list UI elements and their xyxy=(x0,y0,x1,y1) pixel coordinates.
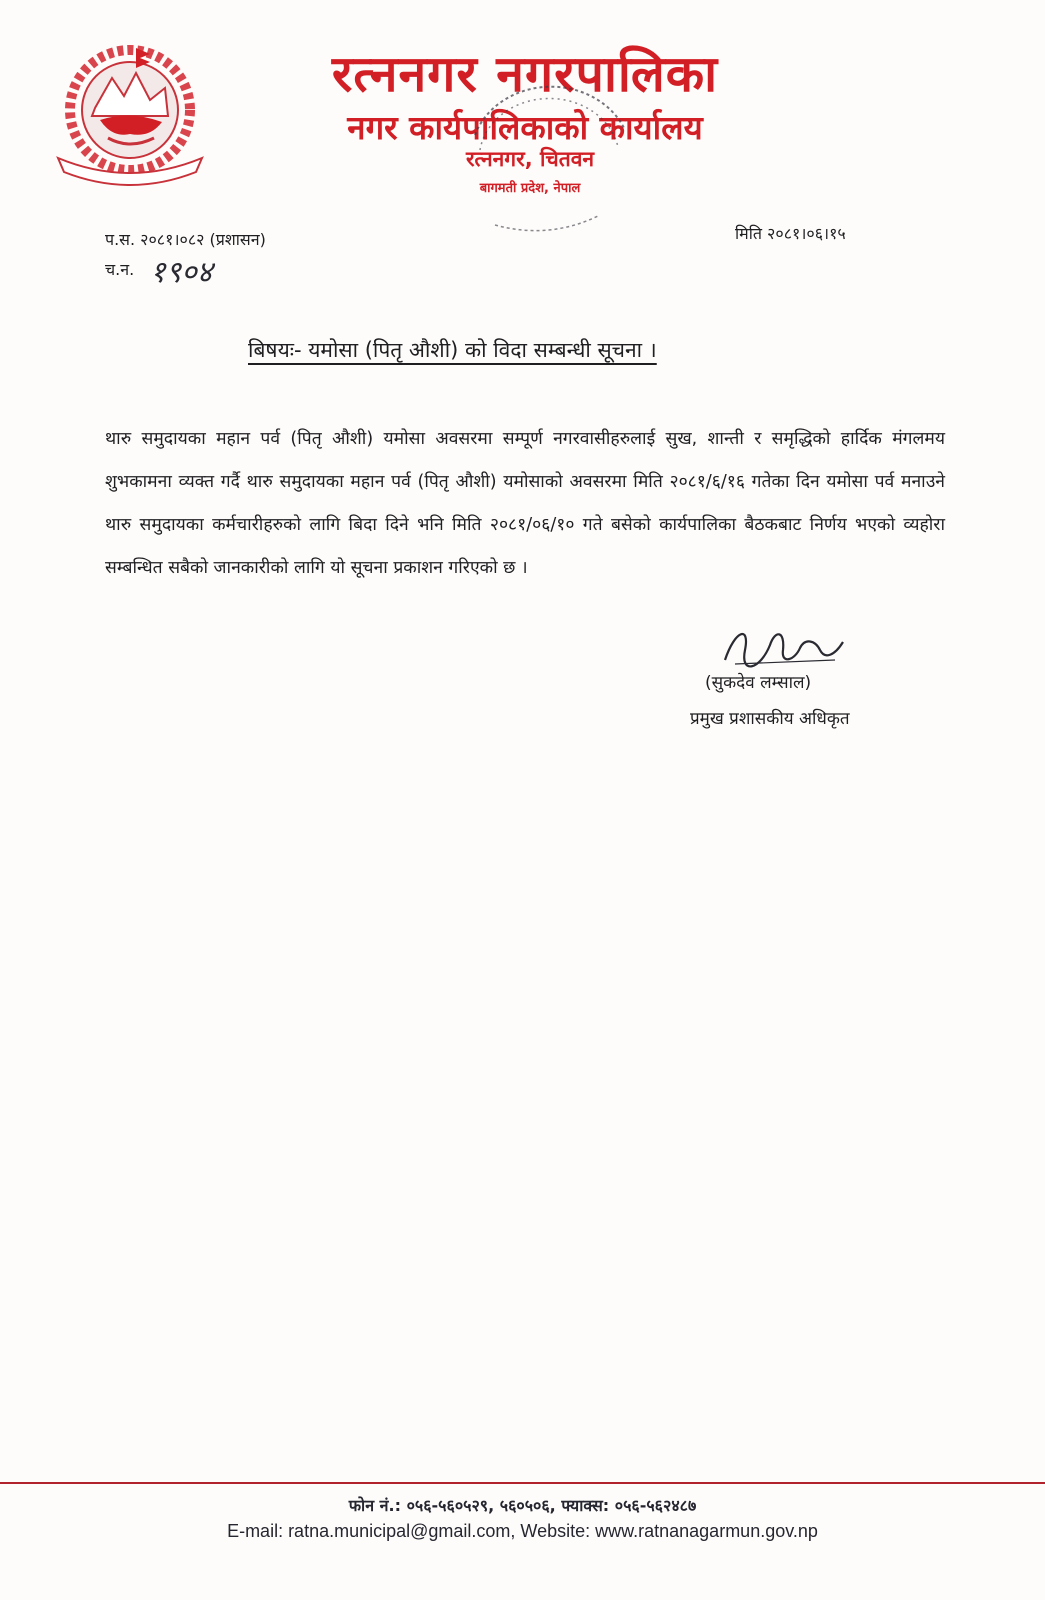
dispatch-label: च.न. xyxy=(105,260,135,279)
nepal-emblem-icon xyxy=(50,38,210,188)
letter-subject: बिषयः- यमोसा (पितृ औशी) को विदा सम्बन्धी सूचना । xyxy=(248,338,657,362)
municipality-title: रत्ननगर नगरपालिका xyxy=(331,45,719,103)
signatory-designation: प्रमुख प्रशासकीय अधिकृत xyxy=(690,709,850,729)
signatory-name: (सुकदेव लम्साल) xyxy=(705,673,812,693)
letter-date: मिति २०८१।०६।१५ xyxy=(735,224,846,243)
footer-phone: फोन नं.: ०५६-५६०५२९, ५६०५०६, फ्याक्स: ०५६-५६२४८७ xyxy=(348,1496,697,1515)
office-subtitle: नगर कार्यपालिकाको कार्यालय xyxy=(347,108,703,147)
reference-number: प.स. २०८१।०८२ (प्रशासन) xyxy=(105,230,266,249)
dispatch-stamp-icon xyxy=(450,75,650,245)
dispatch-number: १९०४ xyxy=(150,255,213,290)
footer-divider xyxy=(0,1482,1045,1484)
office-province: बागमती प्रदेश, नेपाल xyxy=(479,181,581,196)
letter-body: थारु समुदायका महान पर्व (पितृ औशी) यमोसा अवसरमा सम्पूर्ण नगरवासीहरुलाई सुख, शान्ती र समृद्धिको हार्दिक मंगलमय शुभकामना व्यक्त गर्दै थारु समुदायका महान पर्व (पितृ औशी) यमोसाको अवसरमा मिति २०८१/६/१६ गतेका दिन यमोसा पर्व मनाउने थारु समुदायका कर्मचारीहरुको लागि बिदा दिने भनि मिति २०८१/०६/१० गते बसेको कार्यपालिका बैठकबाट निर्णय भएको व्यहोरा सम्बन्धित सबैको जानकारीको लागि यो सूचना प्रकाशन गरिएको छ । xyxy=(105,429,945,578)
signature-icon xyxy=(715,620,850,675)
office-location: रत्ननगर, चितवन xyxy=(465,147,595,171)
footer-contact: E-mail: ratna.municipal@gmail.com, Website: www.ratnanagarmun.gov.np xyxy=(227,1521,818,1541)
